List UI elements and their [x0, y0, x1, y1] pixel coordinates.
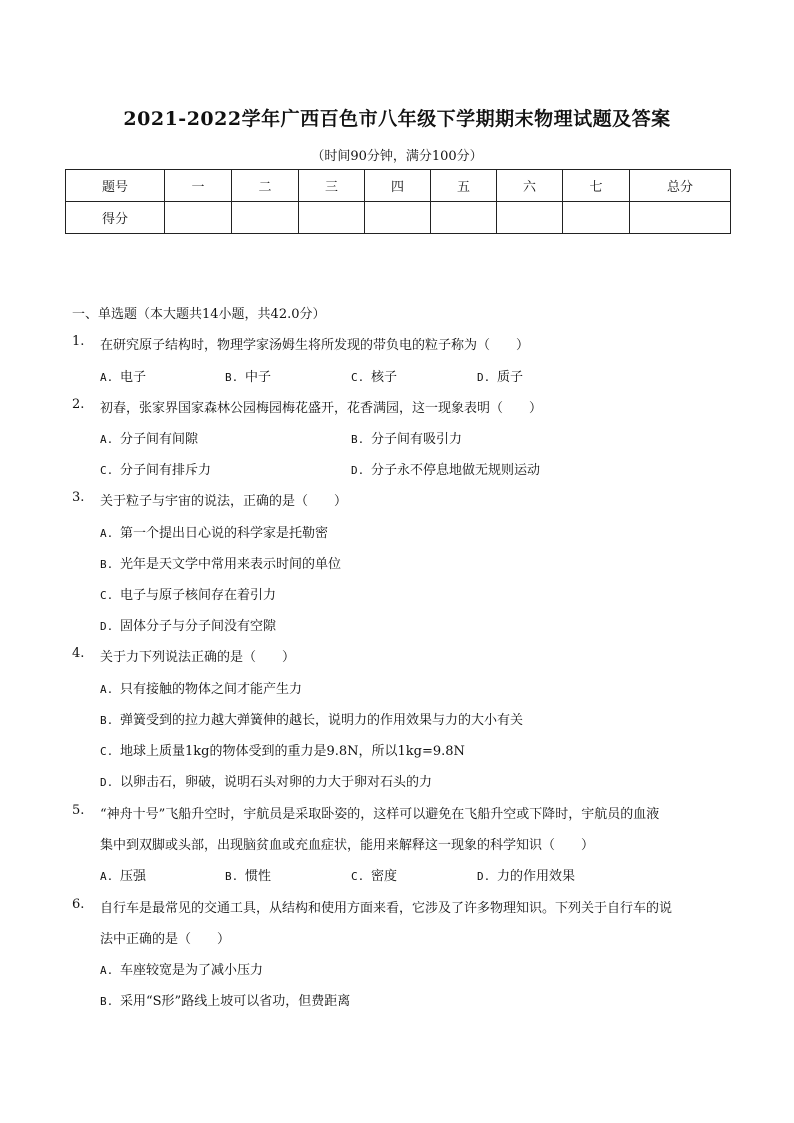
score-header-cell: 题号 — [66, 170, 165, 202]
score-header-cell: 六 — [497, 170, 563, 202]
option-b: B. 光年是天文学中常用来表示时间的单位 — [100, 557, 342, 572]
option-b: B. 弹簧受到的拉力越大弹簧伸的越长，说明力的作用效果与力的大小有关 — [100, 713, 524, 728]
question-text: 法中正确的是（ ） — [100, 932, 231, 947]
option-c: C. 分子间有排斥力 — [100, 463, 212, 478]
question-number: 3. — [72, 490, 85, 505]
score-cell — [365, 202, 431, 234]
score-header-cell: 四 — [365, 170, 431, 202]
question-number: 4. — [72, 646, 85, 661]
question-text: 关于粒子与宇宙的说法，正确的是（ ） — [100, 494, 348, 509]
option-a: A. 第一个提出日心说的科学家是托勒密 — [100, 526, 329, 541]
question-number: 2. — [72, 397, 85, 412]
question-text: 关于力下列说法正确的是（ ） — [100, 650, 296, 665]
option-d: D. 以卵击石，卵破，说明石头对卵的力大于卵对石头的力 — [100, 775, 433, 790]
option-a: A. 电子 — [100, 370, 147, 385]
question-text: “神舟十号”飞船升空时，宇航员是采取卧姿的，这样可以避免在飞船升空或下降时，宇航员的血液 — [100, 807, 660, 822]
question-number: 1. — [72, 334, 85, 349]
option-b: B. 中子 — [225, 370, 272, 385]
option-b: B. 采用“S形”路线上坡可以省功，但费距离 — [100, 994, 351, 1009]
score-cell — [232, 202, 299, 234]
option-d: D. 固体分子与分子间没有空隙 — [100, 619, 277, 634]
score-table — [65, 169, 731, 234]
question-number: 6. — [72, 897, 85, 912]
option-c: C. 核子 — [351, 370, 398, 385]
option-c: C. 电子与原子核间存在着引力 — [100, 588, 277, 603]
score-cell — [431, 202, 497, 234]
option-a: A. 只有接触的物体之间才能产生力 — [100, 682, 303, 697]
exam-subtitle: （时间90分钟，满分100分） — [311, 149, 483, 164]
option-b: B. 分子间有吸引力 — [351, 432, 463, 447]
score-cell — [165, 202, 232, 234]
score-table-score-row — [66, 202, 731, 234]
option-a: A. 车座较宽是为了减小压力 — [100, 963, 264, 978]
score-cell — [630, 202, 731, 234]
score-header-cell: 七 — [563, 170, 630, 202]
option-d: D. 质子 — [477, 370, 524, 385]
question-text: 集中到双脚或头部，出现脑贫血或充血症状，能用来解释这一现象的科学知识（ ） — [100, 838, 595, 853]
score-cell — [299, 202, 365, 234]
page-title: 2021-2022学年广西百色市八年级下学期期末物理试题及答案 — [123, 108, 671, 130]
score-row-label: 得分 — [66, 202, 165, 234]
question-text: 初春，张家界国家森林公园梅园梅花盛开，花香满园，这一现象表明（ ） — [100, 401, 543, 416]
question-text: 自行车是最常见的交通工具，从结构和使用方面来看，它涉及了许多物理知识。下列关于自行车的说 — [100, 901, 673, 916]
option-c: C. 地球上质量1kg的物体受到的重力是9.8N，所以1kg=9.8N — [100, 744, 465, 759]
option-d: D. 分子永不停息地做无规则运动 — [351, 463, 541, 478]
score-table-header-row — [66, 170, 731, 202]
section-heading: 一、单选题（本大题共14小题，共42.0分） — [72, 307, 326, 322]
option-a: A. 压强 — [100, 869, 147, 884]
score-cell — [563, 202, 630, 234]
option-b: B. 惯性 — [225, 869, 272, 884]
option-a: A. 分子间有间隙 — [100, 432, 199, 447]
score-header-cell: 三 — [299, 170, 365, 202]
question-text: 在研究原子结构时，物理学家汤姆生将所发现的带负电的粒子称为（ ） — [100, 338, 530, 353]
score-cell — [497, 202, 563, 234]
option-d: D. 力的作用效果 — [477, 869, 576, 884]
score-header-cell: 五 — [431, 170, 497, 202]
score-header-cell: 一 — [165, 170, 232, 202]
score-header-cell: 总分 — [630, 170, 731, 202]
score-header-cell: 二 — [232, 170, 299, 202]
option-c: C. 密度 — [351, 869, 398, 884]
question-number: 5. — [72, 803, 85, 818]
